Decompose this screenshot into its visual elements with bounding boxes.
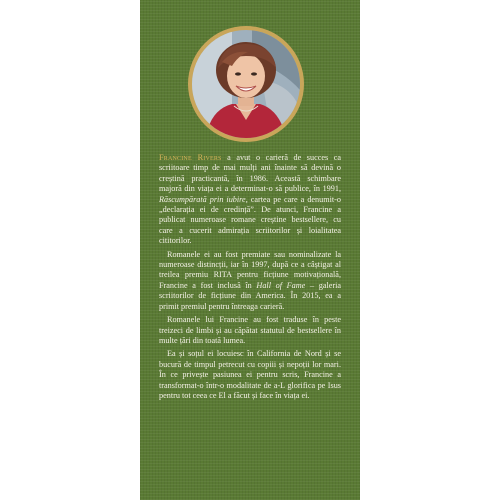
- book-title: Răscumpărată prin iubire: [159, 194, 246, 204]
- bio-paragraph-3: Romanele lui Francine au fost traduse în peste treizeci de limbi și au căpătat statutul de bestsellere în multe țări din toată lumea.: [159, 315, 341, 345]
- author-portrait: [192, 30, 300, 138]
- bio-paragraph-1: Francine Rivers a avut o carieră de succes ca scriitoare timp de mai mulți ani înainte să devină o creștină practicantă, în 1986. Această schimbare majoră din viața ei a determinat-o să publice, în 1991, Răscumpărată prin iubire, cartea pe care a denumit-o „declarația ei de credință”. De atunci, Francine a publicat numeroase romane creștine bestsellere, cu care a cucerit admirația scriitorilor și loialitatea cititorilor.: [159, 153, 342, 246]
- author-name: Francine Rivers: [159, 153, 222, 162]
- author-biography: [159, 153, 341, 404]
- bio-paragraph-4: Ea și soțul ei locuiesc în California de Nord și se bucură de timpul petrecut cu copiii și nepoții lor mari. În ce privește pasiunea ei pentru scris, Francine a transformat-o într-o modalitate de a-L glorifica pe Isus pentru tot ceea ce El a făcut și face în viața ei.: [159, 349, 341, 400]
- book-flap: [140, 0, 360, 500]
- author-portrait-frame: [188, 26, 304, 142]
- hall-of-fame: Hall of Fame: [256, 280, 306, 290]
- bio-paragraph-2: Romanele ei au fost premiate sau nominalizate la numeroase distincții, iar în 1997, după ce a câștigat al treilea premiu RITA pentru ficțiune motivațională, Francine a fost inclusă în Hall of Fame – galeria scriitorilor de ficțiune din America. În 2015, ea a primit premiul pentru întreaga carieră.: [159, 249, 341, 311]
